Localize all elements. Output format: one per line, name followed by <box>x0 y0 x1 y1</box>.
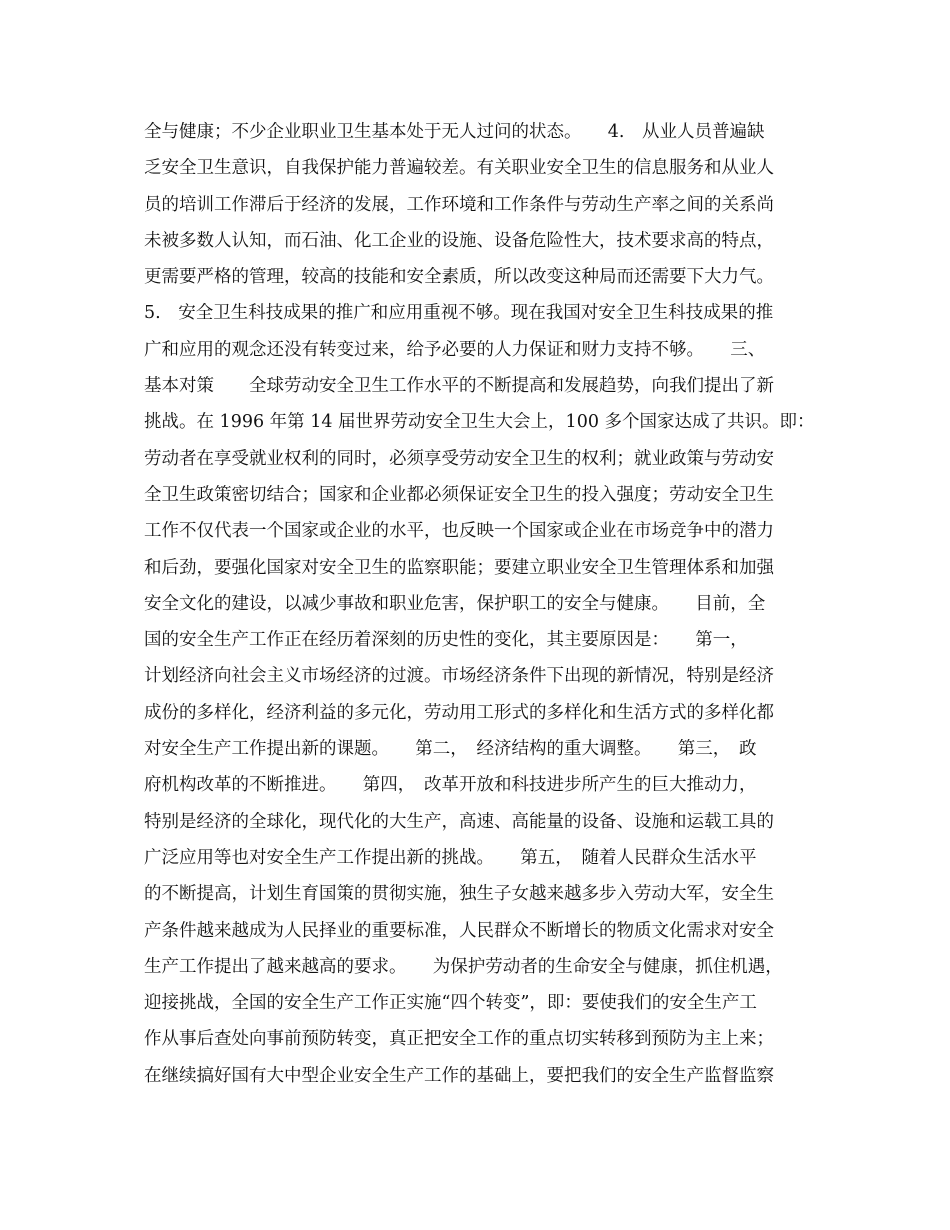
body-text <box>144 114 824 1094</box>
text-line: 更需要严格的管理，较高的技能和安全素质，所以改变这种局而还需要下大力气。 <box>144 267 774 288</box>
text-line: 产条件越来越成为人民择业的重要标准，人民群众不断增长的物质文化需求对安全 <box>144 920 774 941</box>
text-line: 劳动者在享受就业权利的同时，必须享受劳动安全卫生的权利；就业政策与劳动安 <box>144 448 774 469</box>
text-line: 全卫生政策密切结合；国家和企业都必须保证安全卫生的投入强度；劳动安全卫生 <box>144 484 774 505</box>
text-line: 计划经济向社会主义市场经济的过渡。市场经济条件下出现的新情况，特别是经济 <box>144 666 774 687</box>
text-line: 基本对策 全球劳动安全卫生工作水平的不断提高和发展趋势，向我们提出了新 <box>144 376 774 397</box>
text-line: 特别是经济的全球化，现代化的大生产，高速、高能量的设备、设施和运载工具的 <box>144 811 774 832</box>
text-line: 生产工作提出了越来越高的要求。 为保护劳动者的生命安全与健康，抓住机遇， <box>144 956 783 977</box>
text-line: 安全文化的建设，以减少事故和职业危害，保护职工的安全与健康。 目前，全 <box>144 593 766 614</box>
text-line: 府机构改革的不断推进。 第四， 改革开放和科技进步所产生的巨大推动力， <box>144 775 757 796</box>
text-line: 国的安全生产工作正在经历着深刻的历史性的变化，其主要原因是： 第一， <box>144 630 748 651</box>
text-line: 5. 安全卫生科技成果的推广和应用重视不够。现在我国对安全卫生科技成果的推 <box>144 303 774 324</box>
text-line: 对安全生产工作提出新的课题。 第二， 经济结构的重大调整。 第三， 政 <box>144 739 757 760</box>
text-line: 成份的多样化，经济利益的多元化，劳动用工形式的多样化和生活方式的多样化都 <box>144 702 774 723</box>
text-line: 未被多数人认知，而石油、化工企业的设施、设备危险性大，技术要求高的特点， <box>144 230 774 251</box>
text-line: 乏安全卫生意识，自我保护能力普遍较差。有关职业安全卫生的信息服务和从业人 <box>144 158 774 179</box>
text-line: 广泛应用等也对安全生产工作提出新的挑战。 第五， 随着人民群众生活水平 <box>144 847 757 868</box>
text-line: 挑战。在 1996 年第 14 届世界劳动安全卫生大会上，100 多个国家达成了共识。即： <box>144 412 815 433</box>
text-line: 和后劲，要强化国家对安全卫生的监察职能；要建立职业安全卫生管理体系和加强 <box>144 557 774 578</box>
text-line: 工作不仅代表一个国家或企业的水平，也反映一个国家或企业在市场竞争中的潜力 <box>144 521 774 542</box>
text-line: 广和应用的观念还没有转变过来，给予必要的人力保证和财力支持不够。 三、 <box>144 339 766 360</box>
text-line: 员的培训工作滞后于经济的发展，工作环境和工作条件与劳动生产率之间的关系尚 <box>144 194 774 215</box>
text-line: 全与健康；不少企业职业卫生基本处于无人过问的状态。 4. 从业人员普遍缺 <box>144 122 765 142</box>
text-line: 迎接挑战，全国的安全生产工作正实施“四个转变”，即：要使我们的安全生产工 <box>144 993 757 1014</box>
text-line: 在继续搞好国有大中型企业安全生产工作的基础上，要把我们的安全生产监督监察 <box>144 1065 774 1086</box>
text-line: 作从事后查处向事前预防转变，真正把安全工作的重点切实转移到预防为主上来； <box>144 1029 774 1050</box>
text-line: 的不断提高，计划生育国策的贯彻实施，独生子女越来越多步入劳动大军，安全生 <box>144 884 774 905</box>
